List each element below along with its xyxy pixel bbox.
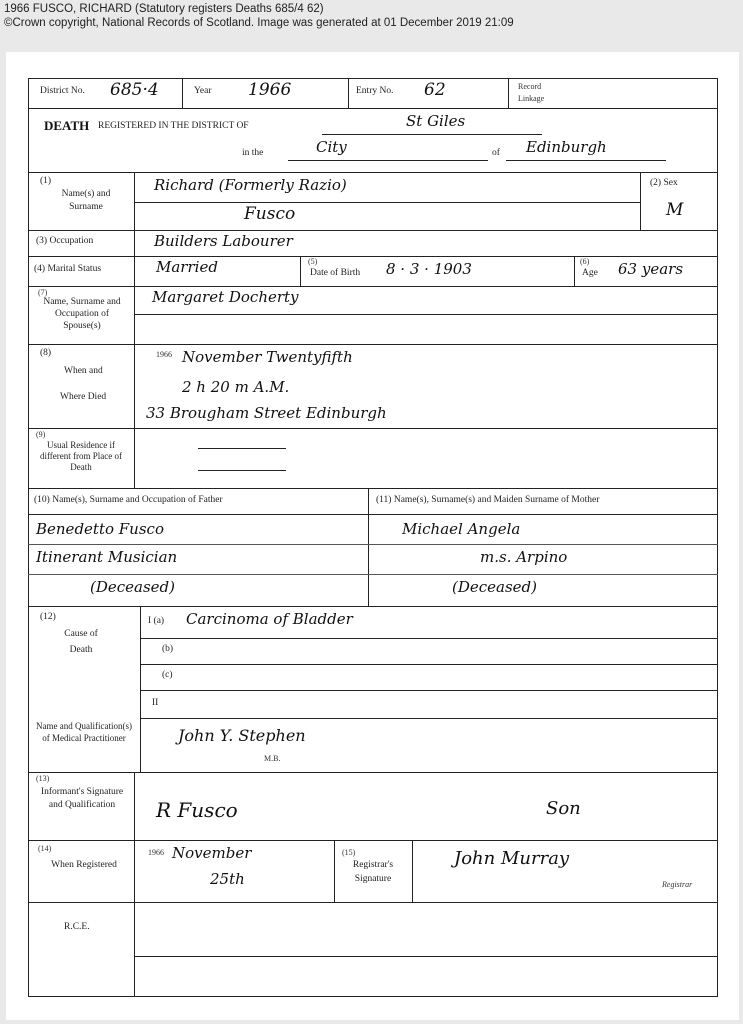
frame-bottom (28, 996, 718, 997)
informant-signature: R Fusco (156, 798, 238, 822)
when-date: November Twentyfifth (182, 348, 353, 366)
medical-practitioner-label: Name and Qualification(s) of Medical Practitioner (36, 721, 132, 743)
rule (28, 840, 718, 841)
rule (28, 488, 718, 489)
caption-title: 1966 FUSCO, RICHARD (Statutory registers Deaths 685/4 62) (4, 3, 324, 15)
rule (28, 902, 718, 903)
where-died: 33 Brougham Street Edinburgh (146, 404, 387, 422)
district-label: District No. (40, 86, 85, 96)
year-label: Year (194, 86, 212, 96)
s7-num: (7) (38, 288, 48, 297)
rule (28, 344, 718, 345)
registered-text: REGISTERED IN THE DISTRICT OF (98, 121, 249, 131)
s9-num: (9) (36, 430, 46, 439)
s2-label: (2) Sex (650, 178, 678, 188)
entry-value: 62 (424, 80, 446, 100)
rule (134, 772, 135, 840)
rule (134, 314, 718, 315)
rule (28, 428, 718, 429)
medical-practitioner-name: John Y. Stephen (178, 726, 306, 745)
rule (28, 772, 718, 773)
father-status: (Deceased) (90, 578, 176, 596)
rule (574, 256, 575, 286)
s3-label: (3) Occupation (36, 236, 94, 246)
rule (134, 902, 135, 996)
death-title: DEATH (44, 118, 90, 133)
surname: Fusco (244, 204, 296, 224)
s15-num: (15) (342, 848, 356, 857)
s13-label: Informant's Signature and Qualification (40, 787, 124, 810)
rule (140, 606, 141, 772)
rule (198, 470, 286, 471)
rule (134, 344, 135, 428)
district-name: St Giles (406, 112, 466, 130)
cause-1a-label: I (a) (148, 616, 165, 626)
when-time: 2 h 20 m A.M. (182, 378, 290, 396)
s7-label: Name, Surname and Occupation of Spouse(s) (43, 297, 121, 331)
s12-label: Cause of Death (64, 629, 98, 655)
rule (182, 78, 183, 108)
s13-num: (13) (36, 774, 50, 783)
cause-2-label: II (152, 698, 159, 708)
rule (506, 160, 666, 161)
s8-label-when: When and (64, 366, 103, 376)
rule (508, 78, 509, 108)
spouse: Margaret Docherty (152, 288, 299, 306)
s14-num: (14) (38, 844, 52, 853)
rule (640, 172, 641, 230)
rule (300, 256, 301, 286)
rule (28, 230, 718, 231)
age: 63 years (618, 260, 684, 278)
city-name: Edinburgh (526, 138, 607, 156)
rule (134, 428, 135, 488)
s4-label: (4) Marital Status (34, 264, 102, 274)
year-value: 1966 (248, 80, 292, 100)
cause-1a: Carcinoma of Bladder (186, 610, 353, 628)
registration-day: 25th (210, 870, 245, 888)
frame-left (28, 78, 29, 997)
entry-label: Entry No. (356, 86, 394, 96)
occupation: Builders Labourer (154, 232, 293, 250)
sex: M (666, 200, 684, 220)
medical-qualification: M.B. (264, 754, 281, 763)
registrar-signature: John Murray (454, 848, 570, 869)
s1-label: Name(s) and Surname (61, 189, 111, 212)
rule (412, 840, 413, 902)
rule (322, 134, 542, 135)
rule (140, 638, 718, 639)
rule (134, 956, 718, 957)
marital: Married (156, 258, 218, 276)
s15-label: Registrar's Signature (352, 860, 394, 884)
rule (198, 448, 286, 449)
s8-num: (8) (40, 348, 52, 358)
registrar-role: Registrar (662, 880, 693, 889)
s9-label: Usual Residence if different from Place of Death (39, 440, 123, 472)
rce-label: R.C.E. (64, 922, 90, 932)
when-year: 1966 (156, 350, 172, 359)
s11-label: (11) Name(s), Surname(s) and Maiden Surname of Mother (376, 495, 600, 505)
mother-status: (Deceased) (452, 578, 538, 596)
forenames: Richard (Formerly Razio) (154, 176, 347, 194)
of-label: of (492, 148, 500, 158)
s10-label: (10) Name(s), Surname and Occupation of Father (34, 495, 223, 505)
s14-label: When Registered (51, 860, 117, 870)
s5-num: (5) (308, 257, 318, 266)
rule (28, 108, 718, 109)
rule (28, 286, 718, 287)
dob-label: Date of Birth (310, 268, 361, 278)
s6-num: (6) (580, 257, 590, 266)
age-label: Age (582, 268, 598, 278)
rule (288, 160, 488, 161)
rule (28, 574, 718, 575)
rule (134, 840, 135, 902)
linkage-label: Linkage (518, 94, 545, 103)
rule (28, 172, 718, 173)
s12-num: (12) (40, 612, 56, 622)
rule (28, 606, 718, 607)
father-occupation: Itinerant Musician (36, 548, 178, 566)
rule (140, 690, 718, 691)
cause-1c-label: (c) (162, 670, 173, 680)
informant-qualification: Son (546, 798, 581, 819)
cause-1b-label: (b) (162, 644, 174, 654)
s1-num: (1) (40, 176, 52, 186)
father-name: Benedetto Fusco (36, 520, 164, 538)
record-label: Record (518, 82, 542, 91)
registration-month: November (172, 844, 252, 862)
mother-maiden: m.s. Arpino (480, 548, 568, 566)
in-the-label: in the (242, 148, 264, 158)
rule (28, 544, 718, 545)
rule (28, 514, 718, 515)
rule (140, 718, 718, 719)
registration-year: 1966 (148, 848, 164, 857)
rule (348, 78, 349, 108)
rule (140, 664, 718, 665)
caption-copyright: ©Crown copyright, National Records of Scotland. Image was generated at 01 December 2019 21:09 (4, 17, 514, 29)
rule (134, 202, 640, 203)
s8-label-where: Where Died (60, 392, 107, 402)
mother-name: Michael Angela (402, 520, 521, 538)
dob: 8 · 3 · 1903 (386, 260, 472, 278)
rule (28, 256, 718, 257)
rule (368, 488, 369, 606)
city-value: City (316, 138, 347, 156)
district-value: 685·4 (110, 80, 159, 100)
image-caption (4, 2, 514, 30)
frame-right (717, 78, 718, 997)
death-certificate (6, 52, 739, 1020)
